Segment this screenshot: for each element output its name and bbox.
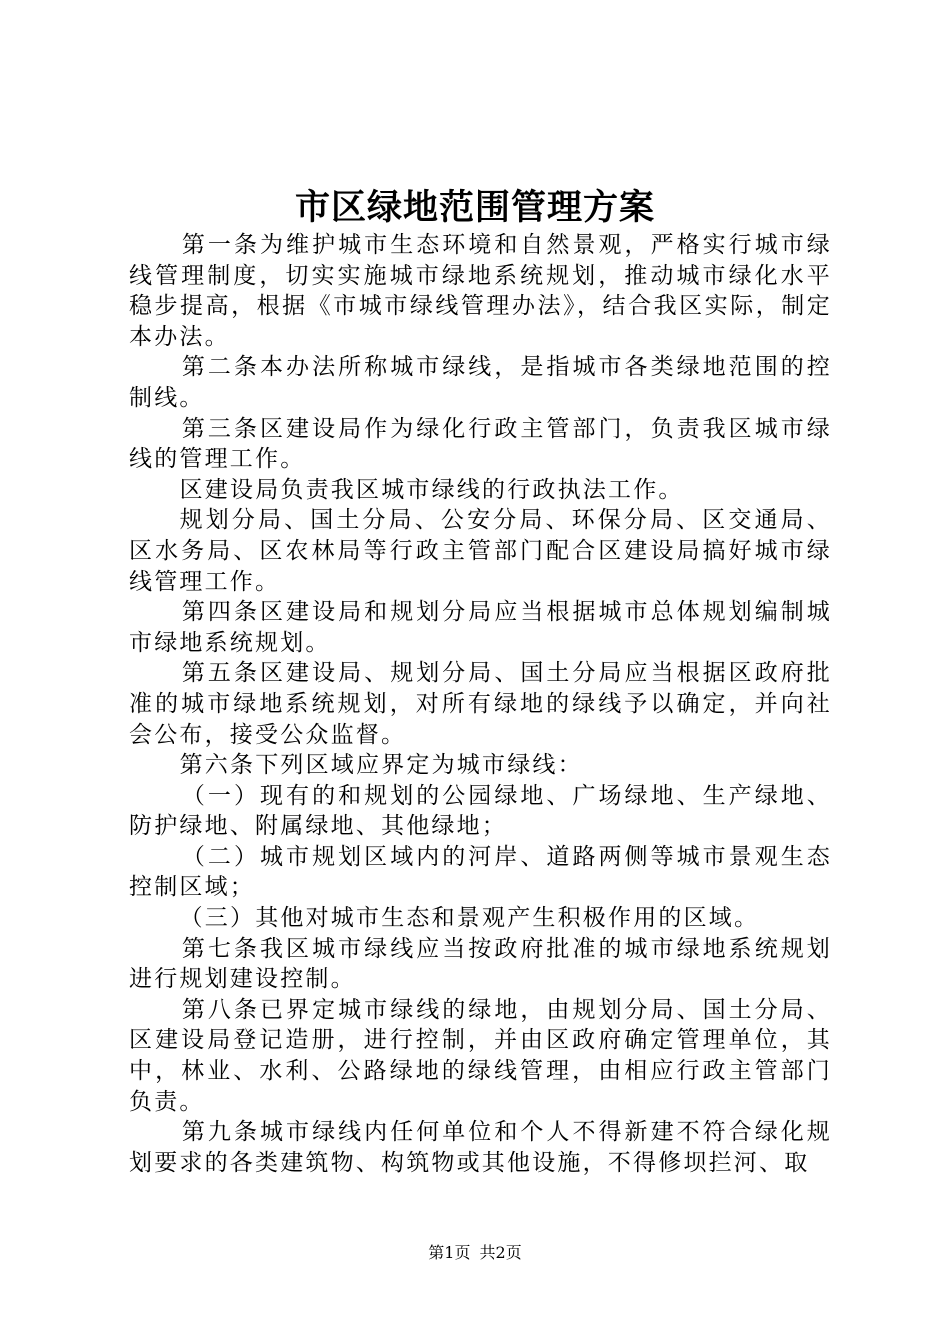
paragraph-article-2: 第二条本办法所称城市绿线，是指城市各类绿地范围的控制线。 <box>129 354 832 411</box>
paragraph-item-3: （三）其他对城市生态和景观产生积极作用的区域。 <box>179 905 760 932</box>
paragraph-item-2: （二）城市规划区域内的河岸、道路两侧等城市景观生态控制区域； <box>129 843 832 901</box>
paragraph-article-1: 第一条为维护城市生态环境和自然景观，严格实行城市绿线管理制度，切实实施城市绿地系统规划，推动城市绿化水平稳步提高，根据《市城市绿线管理办法》，结合我区实际，制定本办法。 <box>129 232 832 350</box>
paragraph-article-8: 第八条已界定城市绿线的绿地，由规划分局、国土分局、区建设局登记造册，进行控制，并由区政府确定管理单位，其中，林业、水利、公路绿地的绿线管理，由相应行政主管部门负责。 <box>129 996 832 1115</box>
paragraph-article-6: 第六条下列区域应界定为城市绿线： <box>179 752 583 779</box>
paragraph-article-4: 第四条区建设局和规划分局应当根据城市总体规划编制城市绿地系统规划。 <box>129 599 832 656</box>
paragraph-article-3: 第三条区建设局作为绿化行政主管部门，负责我区城市绿线的管理工作。 <box>129 415 832 473</box>
document-title: 市区绿地范围管理方案 <box>294 187 655 228</box>
page-total: 共2页 <box>479 1243 522 1262</box>
paragraph-article-7: 第七条我区城市绿线应当按政府批准的城市绿地系统规划进行规划建设控制。 <box>129 935 832 993</box>
paragraph-article-9: 第九条城市绿线内任何单位和个人不得新建不符合绿化规划要求的各类建筑物、构筑物或其他设施，不得修坝拦河、取 <box>129 1119 832 1176</box>
page-footer <box>0 1243 950 1263</box>
paragraph-article-5: 第五条区建设局、规划分局、国土分局应当根据区政府批准的城市绿地系统规划，对所有绿地的绿线予以确定，并向社会公布，接受公众监督。 <box>129 660 832 748</box>
document-body <box>129 230 832 1178</box>
page-number: 第1页 <box>428 1243 471 1262</box>
paragraph-item-1: （一）现有的和规划的公园绿地、广场绿地、生产绿地、防护绿地、附属绿地、其他绿地； <box>129 782 832 840</box>
paragraph-enforcement: 区建设局负责我区城市绿线的行政执法工作。 <box>179 476 684 503</box>
paragraph-departments: 规划分局、国土分局、公安分局、环保分局、区交通局、区水务局、区农林局等行政主管部门配合区建设局搞好城市绿线管理工作。 <box>129 507 832 595</box>
